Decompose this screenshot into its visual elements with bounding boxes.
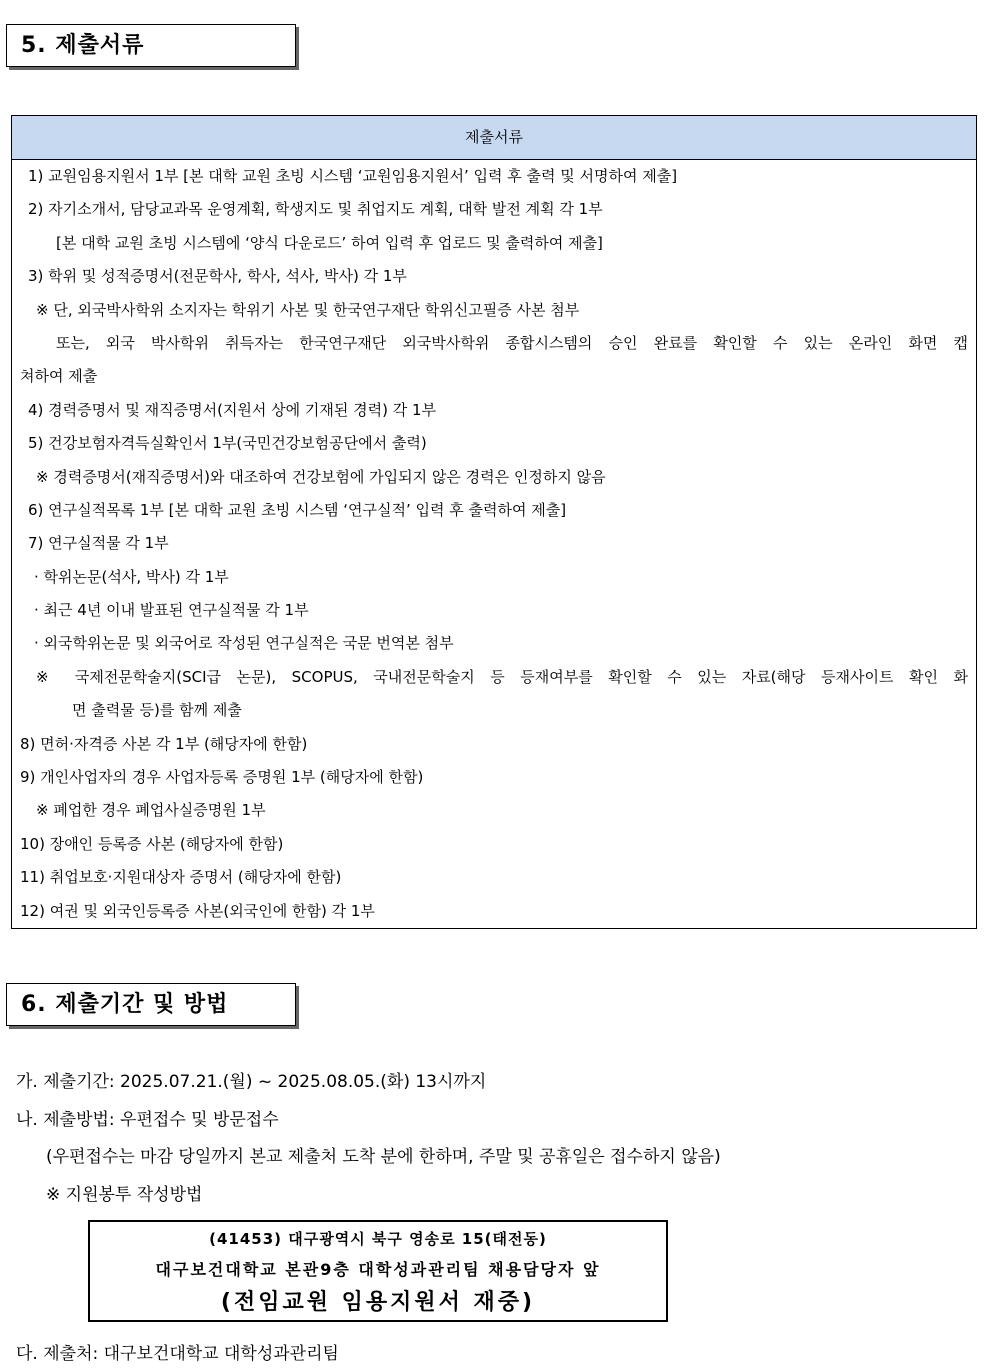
table-row: 10) 장애인 등록증 사본 (해당자에 한함) — [20, 834, 284, 853]
table-row: 9) 개인사업자의 경우 사업자등록 증명원 1부 (해당자에 한함) — [20, 768, 424, 787]
table-row: 또는, 외국 박사학위 취득자는 한국연구재단 외국박사학위 종합시스템의 승인 완료를 확인할 수 있는 온라인 화면 캡 — [56, 333, 968, 352]
table-row: ※ 폐업한 경우 폐업사실증명원 1부 — [36, 801, 266, 820]
table-row: 4) 경력증명서 및 재직증명서(지원서 상에 기재된 경력) 각 1부 — [28, 400, 437, 419]
submission-info — [16, 1064, 976, 1214]
table-row: 7) 연구실적물 각 1부 — [28, 534, 169, 553]
table-header: 제출서류 — [12, 116, 976, 160]
submission-destination: 다. 제출처: 대구보건대학교 대학성과관리팀 — [16, 1344, 339, 1364]
table-row: 1) 교원임용지원서 1부 [본 대학 교원 초빙 시스템 ‘교원임용지원서’ 입력 후 출력 및 서명하여 제출] — [28, 167, 678, 185]
table-row: 8) 면허·자격증 사본 각 1부 (해당자에 한함) — [20, 734, 308, 753]
submission-method: 나. 제출방법: 우편접수 및 방문접수 — [16, 1109, 279, 1130]
envelope-instructions-title: ※ 지원봉투 작성방법 — [46, 1184, 203, 1205]
table-row: 11) 취업보호·지원대상자 증명서 (해당자에 한함) — [20, 868, 342, 887]
envelope-address-line: (41453) 대구광역시 북구 영송로 15(태전동) — [209, 1230, 547, 1248]
documents-table — [11, 115, 977, 929]
envelope-enclosure-line: (전임교원 임용지원서 재중) — [220, 1290, 536, 1315]
table-row: 쳐하여 제출 — [20, 367, 98, 386]
section-5-heading: 5. 제출서류 — [6, 24, 296, 67]
table-row: ※ 국제전문학술지(SCI급 논문), SCOPUS, 국내전문학술지 등 등재여부를 확인할 수 있는 자료(해당 등재사이트 확인 화 — [36, 667, 968, 686]
section-6-heading: 6. 제출기간 및 방법 — [6, 983, 296, 1026]
envelope-address-box — [88, 1220, 668, 1322]
table-row: 12) 여권 및 외국인등록증 사본(외국인에 한함) 각 1부 — [20, 901, 375, 920]
table-row: · 외국학위논문 및 외국어로 작성된 연구실적은 국문 번역본 첨부 — [34, 634, 454, 653]
submission-method-note: (우편접수는 마감 당일까지 본교 제출처 도착 분에 한하며, 주말 및 공휴일은 접수하지 않음) — [46, 1147, 721, 1167]
table-row: [본 대학 교원 초빙 시스템에 ‘양식 다운로드’ 하여 입력 후 업로드 및 출력하여 제출] — [56, 233, 603, 252]
table-row: ※ 경력증명서(재직증명서)와 대조하여 건강보험에 가입되지 않은 경력은 인정하지 않음 — [36, 467, 606, 486]
table-row: · 학위논문(석사, 박사) 각 1부 — [34, 567, 229, 586]
table-row: 3) 학위 및 성적증명서(전문학사, 학사, 석사, 박사) 각 1부 — [28, 267, 407, 286]
submission-period: 가. 제출기간: 2025.07.21.(월) ~ 2025.08.05.(화) 13시까지 — [16, 1072, 487, 1092]
table-row: 면 출력물 등)를 함께 제출 — [72, 701, 242, 720]
table-row: 2) 자기소개서, 담당교과목 운영계획, 학생지도 및 취업지도 계획, 대학 발전 계획 각 1부 — [28, 200, 603, 219]
table-row: · 최근 4년 이내 발표된 연구실적물 각 1부 — [34, 601, 309, 620]
envelope-recipient-line: 대구보건대학교 본관9층 대학성과관리팀 채용담당자 앞 — [155, 1260, 601, 1279]
table-row: ※ 단, 외국박사학위 소지자는 학위기 사본 및 한국연구재단 학위신고필증 사본 첨부 — [36, 300, 580, 319]
table-row: 6) 연구실적목록 1부 [본 대학 교원 초빙 시스템 ‘연구실적’ 입력 후 출력하여 제출] — [28, 500, 567, 519]
table-row: 5) 건강보험자격득실확인서 1부(국민건강보험공단에서 출력) — [28, 434, 427, 453]
